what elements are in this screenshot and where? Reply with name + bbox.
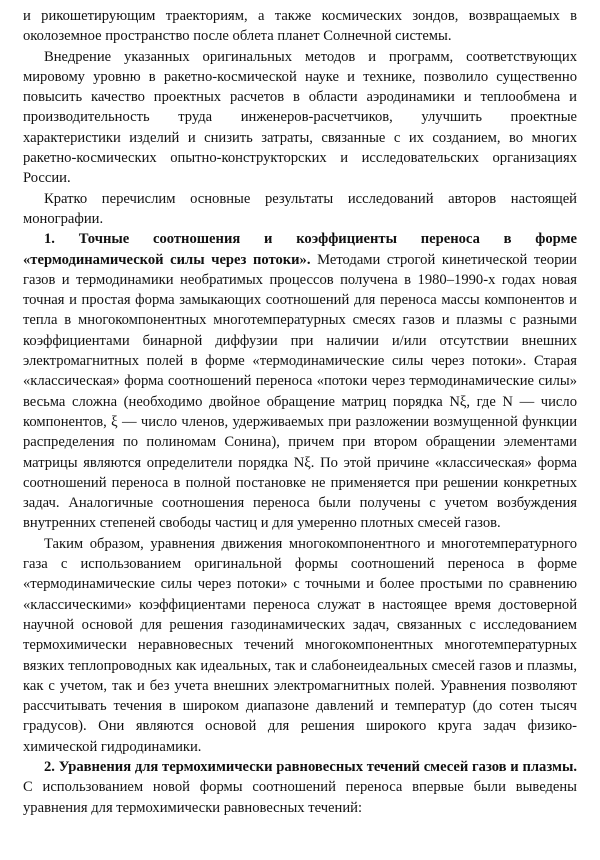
paragraph-continuation — [23, 6, 577, 47]
paragraph-result-1 — [23, 229, 577, 533]
paragraph-text: и рикошетирующим траекториям, а также космических зондов, возвращаемых в околоземное пространство после облета планет Солнечной системы. — [23, 8, 577, 45]
paragraph-text: Таким образом, уравнения движения многокомпонентного и многотемпературного газа с использованием оригинальной формы соотношений переноса в форме «термодинамические силы через потоки» с точными и более простыми по сравнению «классическими» коэффициентами переноса служат в настоящее время достоверной научной основой для решения газодинамических задач, связанных с исследованием термохимически неравновесных течений многокомпонентных многотемпературных вязких теплопроводных как идеальных, так и слабонеидеальных смесей газов и плазмы, как с учетом, так и без учета внешних электромагнитных полей. Уравнения позволяют рассчитывать течения в широком диапазоне давлений и температур (до сотен тысяч градусов). Они являются основой для решения широкого круга задач физико-химической гидродинамики. — [23, 535, 577, 755]
result-heading-1: 1. Точные соотношения и коэффициенты переноса в форме «термодинамической силы через потоки». — [23, 231, 577, 268]
paragraph-result-2 — [23, 757, 577, 818]
paragraph-text: Внедрение указанных оригинальных методов и программ, соответствующих мировому уровню в ракетно-космической науке и технике, позволило существенно повысить качество проектных расчетов в области аэродинамики и теплообмена и производительность труда инженеров-расчетчиков, улучшить проектные характеристики изделий и снизить затраты, связанные с их созданием, во многих ракетно-космических опытно-конструкторских и исследовательских организациях России. — [23, 48, 577, 187]
result-heading-2: 2. Уравнения для термохимически равновесных течений смесей газов и плазмы. — [44, 758, 577, 775]
paragraph-implementation — [23, 47, 577, 189]
paragraph-text: С использованием новой формы соотношений переноса впервые были выведены уравнения для термохимически равновесных течений: — [23, 779, 577, 816]
paragraph-conclusion — [23, 534, 577, 757]
paragraph-summary-intro — [23, 189, 577, 230]
paragraph-text: Методами строгой кинетической теории газов и термодинамики необратимых процессов получена в 1980–1990-х годах новая точная и простая форма замыкающих соотношений для переноса массы компонентов и тепла в многокомпонентных многотемпературных смесях газов и плазмы с разными коэффициентами бинарной диффузии при наличии и/или отсутствии внешних электромагнитных полей в форме «термодинамические силы через потоки». Старая «классическая» форма соотношений переноса «потоки через термодинамические силы» весьма сложна (необходимо двойное обращение матриц порядка Nξ, где N — число компонентов, ξ — число членов, удерживаемых при разложении возмущенной функции распределения по полиномам Сонина), причем при втором обращении элементами матрицы являются определители порядка Nξ. По этой причине «классическая» форма соотношений переноса в полной постановке не применяется при решении конкретных задач. Аналогичные соотношения переноса были получены с учетом возбуждения внутренних степеней свободы частиц и для умеренно плотных смесей газов. — [23, 251, 577, 532]
paragraph-text: Кратко перечислим основные результаты исследований авторов настоящей монографии. — [23, 190, 577, 227]
